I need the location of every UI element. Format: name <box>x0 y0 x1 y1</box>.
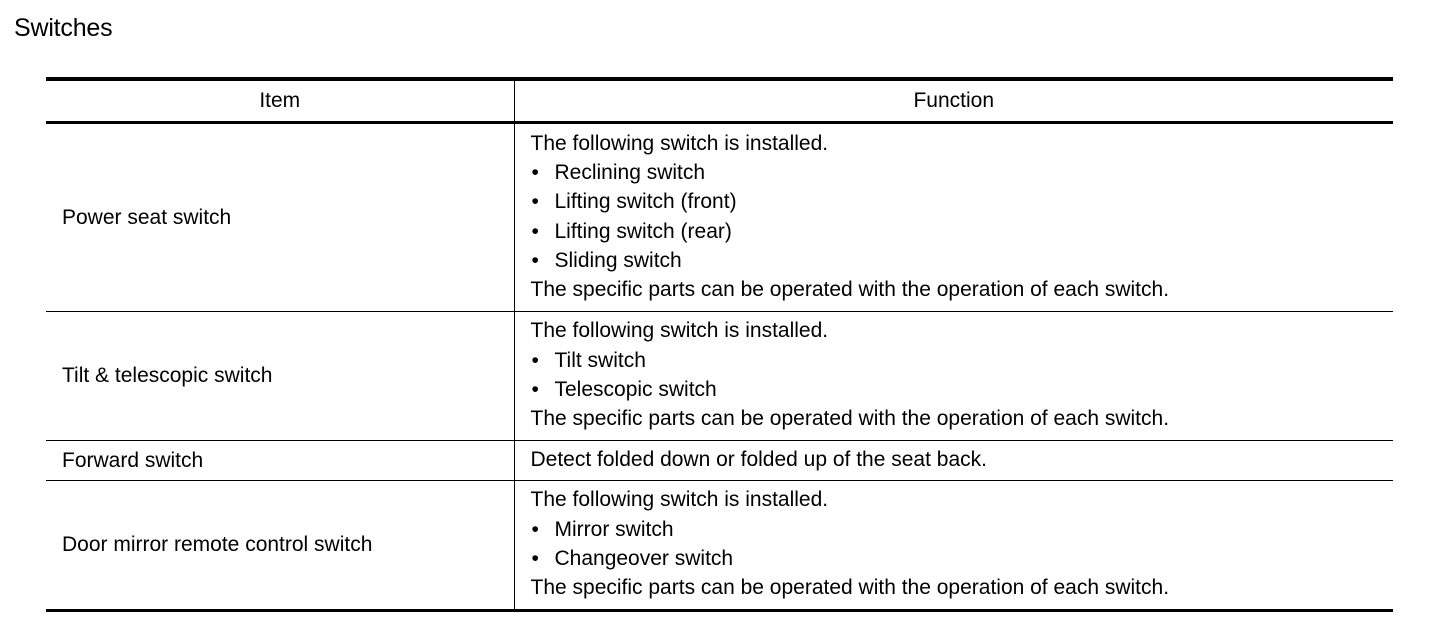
list-item <box>531 158 1378 187</box>
table-row <box>46 441 1393 481</box>
function-outro: The specific parts can be operated with the operation of each switch. <box>530 407 1170 431</box>
bullet-icon: • <box>531 348 539 372</box>
table-row <box>46 481 1393 611</box>
function-intro: The following switch is installed. <box>530 131 829 155</box>
list-item <box>531 544 1378 573</box>
function-cell <box>514 312 1393 441</box>
list-item-label: Sliding switch <box>554 248 682 272</box>
function-intro: The following switch is installed. <box>530 488 829 512</box>
bullet-icon: • <box>531 547 539 570</box>
page-title: Switches <box>14 14 113 42</box>
list-item-label: Tilt switch <box>554 348 646 372</box>
table-row <box>46 312 1393 441</box>
bullet-icon: • <box>531 160 539 184</box>
list-item-label: Changeover switch <box>554 547 734 570</box>
function-intro: The following switch is installed. <box>530 319 829 343</box>
list-item <box>531 217 1378 246</box>
function-cell <box>514 441 1393 481</box>
item-cell: Forward switch <box>62 448 204 472</box>
bullet-icon: • <box>531 378 539 401</box>
function-intro: Detect folded down or folded up of the seat back. <box>530 447 987 471</box>
list-item-label: Lifting switch (rear) <box>554 219 732 243</box>
list-item <box>531 515 1378 544</box>
bullet-icon: • <box>531 248 539 272</box>
function-cell <box>514 481 1393 611</box>
list-item <box>531 246 1378 275</box>
bullet-icon: • <box>531 517 539 541</box>
list-item <box>531 187 1378 216</box>
column-header-function: Function <box>514 79 1393 123</box>
item-cell: Tilt & telescopic switch <box>62 364 273 388</box>
function-outro: The specific parts can be operated with the operation of each switch. <box>530 576 1170 600</box>
switches-table <box>46 77 1393 612</box>
list-item <box>531 346 1378 375</box>
table-header-row <box>46 79 1393 123</box>
item-cell: Door mirror remote control switch <box>62 533 373 557</box>
item-cell: Power seat switch <box>62 205 232 229</box>
function-outro: The specific parts can be operated with the operation of each switch. <box>530 278 1170 302</box>
bullet-icon: • <box>531 190 539 214</box>
table-row <box>46 123 1393 312</box>
column-header-item: Item <box>259 89 301 113</box>
function-cell <box>514 123 1393 312</box>
list-item-label: Telescopic switch <box>554 378 717 401</box>
list-item-label: Lifting switch (front) <box>554 190 737 214</box>
list-item-label: Mirror switch <box>554 517 674 541</box>
bullet-icon: • <box>531 219 539 243</box>
list-item <box>531 375 1378 404</box>
list-item-label: Reclining switch <box>554 160 706 184</box>
